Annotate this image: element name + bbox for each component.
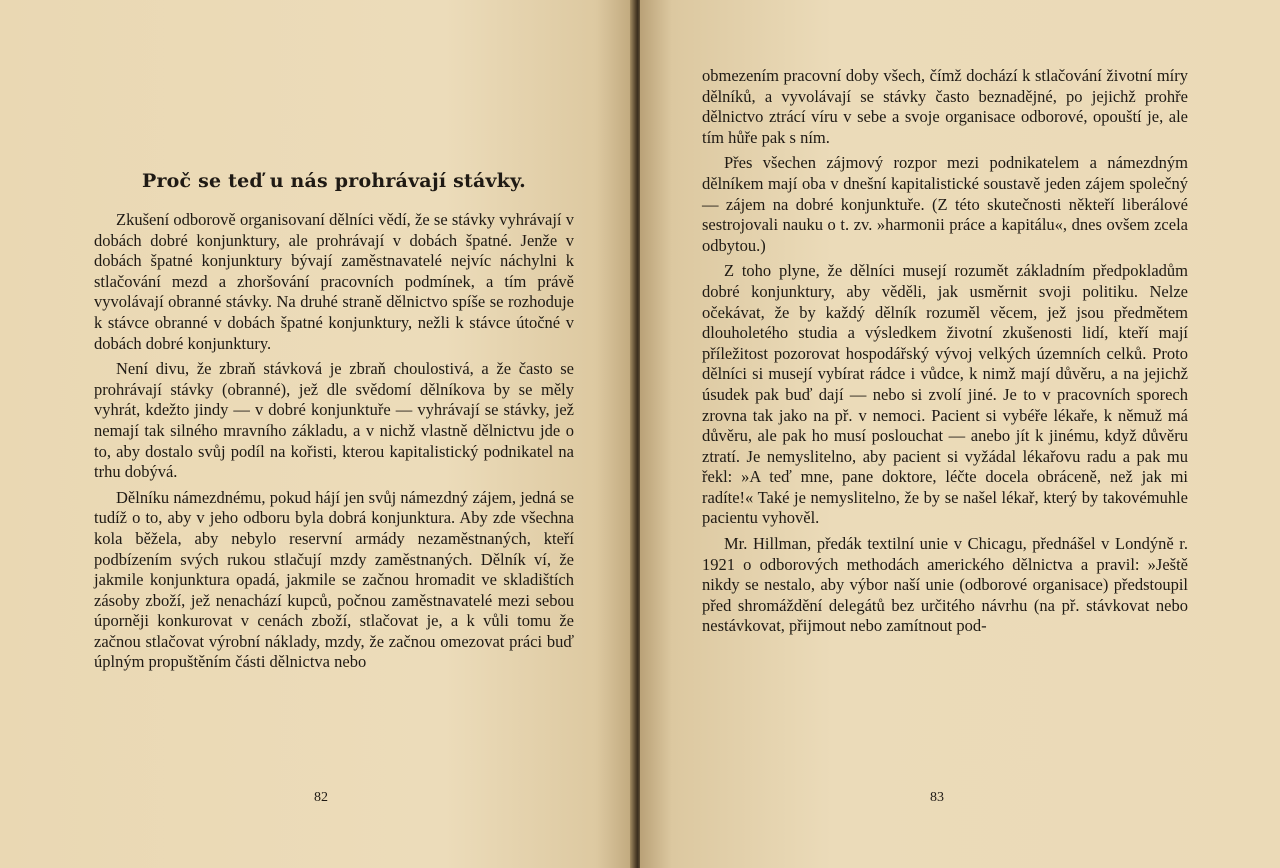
page-number-right: 83 bbox=[930, 790, 944, 805]
right-paragraph-3: Z toho plyne, že dělníci musejí rozumět základním předpokladům dobré konjunktury, aby věděli, jak usměrnit svoji politiku. Nelze očekávat, že by každý dělník rozuměl věcem, jež jsou předmětem dlouholetého studia a výsledkem životní zkušenosti lidí, kteří mají příležitost pozorovat hospodářský vývoj velkých územních celků. Proto dělníci si musejí vybírat rádce i vůdce, k nimž mají důvěru, a na jejichž úsudek pak buď dají — nebo si zvolí jiné. Je to v pracovních sporech zrovna tak jako na př. v nemoci. Pacient si vybéře lékaře, k němuž má důvěru, ale pak ho musí poslouchat — anebo jít k jinému, když důvěru ztratí. Je nemyslitelno, aby pacient si vyžádal lékařovu radu a pak mu řekl: »A teď mne, pane doktore, léčte docela obráceně, než jak mi radíte!« Také je nemyslitelno, že by se našel lékař, který by takovémuhle pacientu vyhověl. bbox=[702, 261, 1188, 528]
right-page bbox=[640, 0, 1280, 868]
left-page bbox=[0, 0, 634, 868]
left-paragraph-1: Zkušení odborově organisovaní dělníci vědí, že se stávky vyhrávají v dobách dobré konjunktury, ale prohrávají v dobách špatné. Jenže v dobách špatné konjunktury bývají zaměstnavatelé nejvíc náchylni k stlačování mezd a zhoršování pracovních podmínek, a tím právě vyvolávají obranné stávky. Na druhé straně dělnictvo spíše se rozhoduje k stávce obranné v dobách špatné konjunktury, nežli k stávce útočné v dobách dobré konjunktury. bbox=[94, 210, 574, 353]
right-paragraph-4: Mr. Hillman, předák textilní unie v Chicagu, přednášel v Londýně r. 1921 o odborových methodách amerického dělnictva a pravil: »Ještě nikdy se nestalo, aby výbor naší unie (odborové organisace) předstoupil před shromáždění delegátů bez určitého návrhu (na př. stávkovat nebo nestávkovat, přijmout nebo zamítnout pod- bbox=[702, 534, 1188, 636]
left-paragraph-2: Není divu, že zbraň stávková je zbraň choulostivá, a že často se prohrávají stávky (obranné), jež dle svědomí dělníkova by se měly vyhrát, kdežto jindy — v dobré konjunktuře — vyhrávají se stávky, jež nemají tak silného mravního základu, a v nichž vlastně dělnictvu jde o to, aby dostalo svůj podíl na kořisti, kterou kapitalistický podnikatel na trhu dobývá. bbox=[94, 359, 574, 482]
chapter-title: Proč se teď u nás prohrávají stávky. bbox=[141, 170, 526, 192]
page-number-left: 82 bbox=[314, 790, 328, 805]
right-paragraph-2: Přes všechen zájmový rozpor mezi podnikatelem a námezdným dělníkem mají oba v dnešní kapitalistické soustavě jeden zájem společný — zájem na dobré konjunktuře. (Z této skutečnosti někteří liberálové sestrojovali nauku o t. zv. »harmonii práce a kapitálu«, dnes ovšem zcela odbytou.) bbox=[702, 153, 1188, 255]
right-paragraph-1: obmezením pracovní doby všech, čímž dochází k stlačování životní míry dělníků, a vyvolávají se stávky často beznadějné, po jejichž prohře dělnictvo ztrácí víru v sebe a svoje organisace odborové, opouští je, ale tím hůře pak s ním. bbox=[702, 66, 1188, 147]
left-paragraph-3: Dělníku námezdnému, pokud hájí jen svůj námezdný zájem, jedná se tudíž o to, aby v jeho odboru byla dobrá konjunktura. Aby zde všechna kola běžela, aby nebylo reservní armády nezaměstnaných, kteří podbízením svých rukou stlačují mzdy zaměstnaných. Dělník ví, že jakmile konjunktura opadá, jakmile se začnou hromadit ve skladištích zásoby zboží, jež nenachází kupců, počnou zaměstnavatelé mezi sebou úporněji konkurovat v cenách zboží, stlačovat je, a k vůli tomu že začnou stlačovat výrobní náklady, mzdy, že začnou omezovat práci buď úplným propuštěním části dělnictva nebo bbox=[94, 487, 574, 672]
